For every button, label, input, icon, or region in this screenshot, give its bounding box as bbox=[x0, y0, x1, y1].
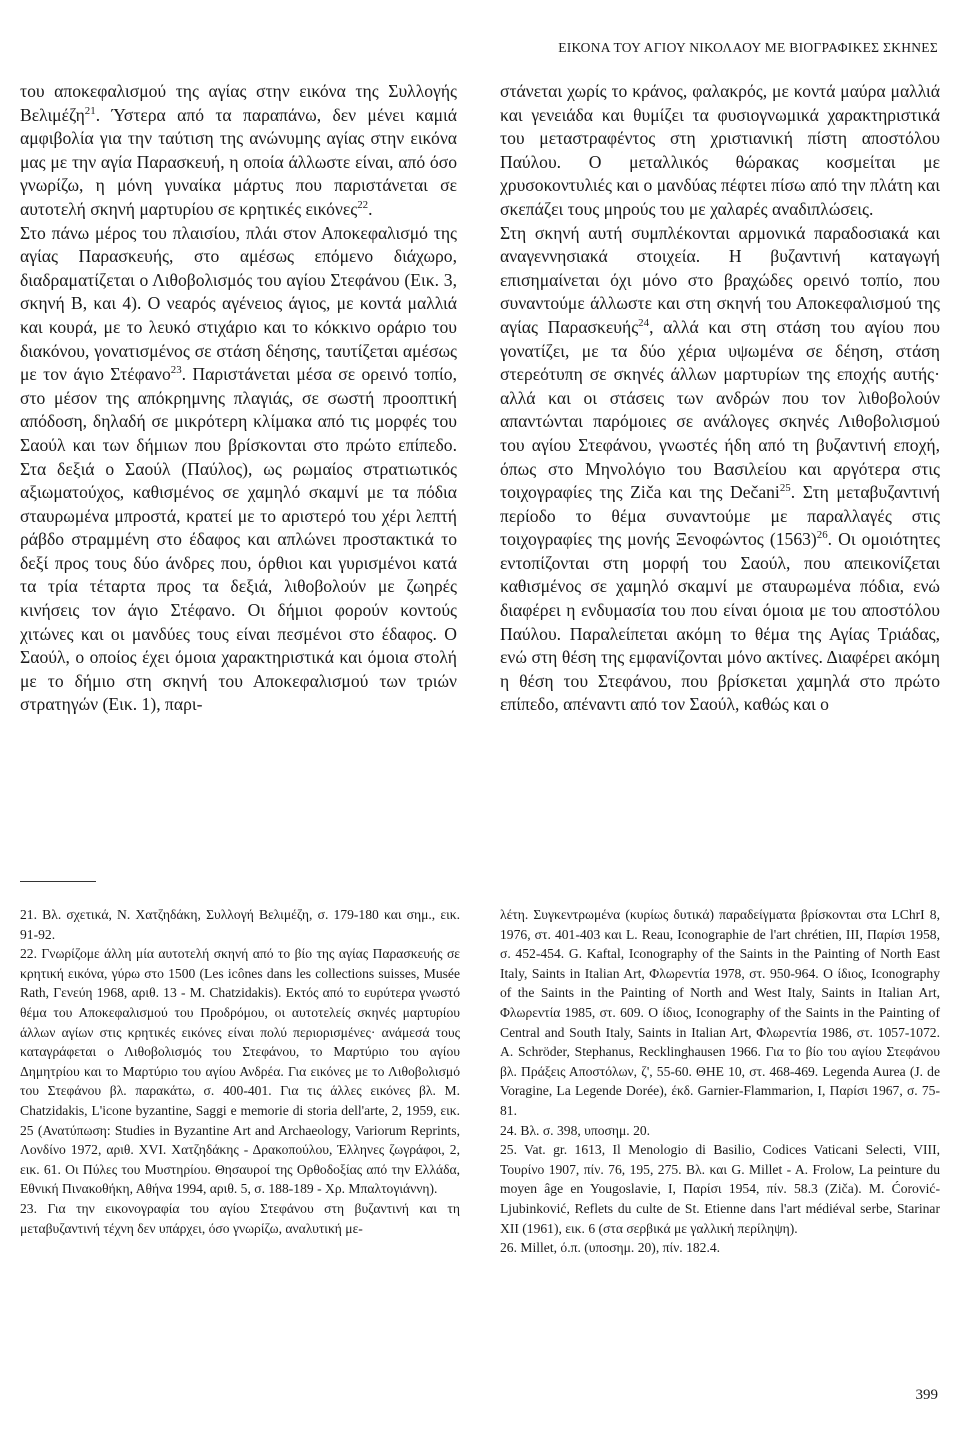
footnote-ref-23[interactable]: 23 bbox=[170, 364, 182, 377]
footnote-23-continued: λέτη. Συγκεντρωμένα (κυρίως δυτικά) παραδείγματα βρίσκονται στα LChrI 8, 1976, στ. 401-403 και L. Reau, Iconographie de l'art chrétien, III, Παρίσι 1958, σ. 452-454. G. Kaftal, Iconography of the Saints in the Painting of North East Italy, Saints in Italian Art, Φλωρεντία 1978, στ. 950-964. Ο ίδιος, Iconography of the Saints in the Painting of North and West Italy, Saints in Italian Art, Φλωρεντία 1985, στ. 609. Ο ίδιος, Iconography of the Saints in the Painting of Central and South Italy, Saints in Italian Art, Φλωρεντία 1986, στ. 1057-1072. A. Schröder, Stephanus, Recklinghausen 1966. Για το βίο του αγίου Στεφάνου βλ. Πράξεις Αποστόλων, ζ', 55-60. ΘΗΕ 10, στ. 468-469. Legenda Aurea (J. de Voragine, La Legende Dorée), έκδ. Garnier-Flammarion, I, Παρίσι 1967, σ. 75-81. bbox=[500, 907, 940, 1118]
footnote-22: 22. Γνωρίζομε άλλη μία αυτοτελή σκηνή από το βίο της αγίας Παρασκευής σε κρητική εικόνα, γύρω στο 1500 (Les icônes dans les collections suisses, Musée Rath, Γενεύη 1968, αριθ. 13 - M. Chatzidakis). Εκτός από το ευρύτερα γνωστό θέμα του Αποκεφαλισμού του Προδρόμου, οι αυτοτελείς σκηνές μαρτυρίου άλλων αγίων στις κρητικές εικόνες είναι πολύ περιορισμένες· ανάμεσά τους καταγράφεται ο Λιθοβολισμός του Στεφάνου, το Μαρτύριο του αγίου Δημητρίου και το Μαρτύριο του αγίου Ανδρέα. Για εικόνες με το Λιθοβολισμό του Στεφάνου βλ. παρακάτω, σ. 400-401. Για τις άλλες εικόνες βλ. M. Chatzidakis, L'icone byzantine, Saggi e memorie di storia dell'arte, 2, 1959, εικ. 25 (Ανατύπωση: Studies in Byzantine Art and Archaeology, Variorum Reprints, Λονδίνο 1972, αριθ. XVI. Χατζηδάκης - Δρακοπούλου, Έλληνες ζωγράφοι, 2, εικ. 61. Οι Πύλες του Μυστηρίου. Θησαυροί της Ορθοδοξίας από την Ελλάδα, Εθνική Πινακοθήκη, Αθήνα 1994, αριθ. 5, σ. 188-189 - Χρ. Μπαλτογιάννη). bbox=[20, 946, 460, 1197]
footnotes-left bbox=[20, 905, 460, 1238]
body-column-left bbox=[20, 80, 457, 717]
footnote-ref-24[interactable]: 24 bbox=[638, 317, 650, 330]
paragraph: στάνεται χωρίς το κράνος, φαλακρός, με κοντά μαύρα μαλλιά και γενειάδα και θυμίζει τα φυσιογνωμικά χαρακτηριστικά του μεταστραφέντος στη χριστιανική πίστη αποστόλου Παύλου. Ο μεταλλικός θώρακας κοσμείται με χρυσοκοντυλιές και ο μανδύας πέφτει πίσω από την πλάτη και σκεπάζει τους μηρούς του με χαλαρές αναδιπλώσεις. bbox=[500, 81, 940, 219]
footnote-ref-25[interactable]: 25 bbox=[779, 482, 791, 495]
footnote-ref-21[interactable]: 21 bbox=[84, 104, 96, 117]
footnotes-right bbox=[500, 905, 940, 1258]
body-column-right bbox=[500, 80, 940, 717]
footnote-ref-26[interactable]: 26 bbox=[816, 529, 828, 542]
footnote-26: 26. Millet, ό.π. (υποσημ. 20), πίν. 182.4. bbox=[500, 1240, 721, 1256]
footnote-21: 21. Βλ. σχετικά, Ν. Χατζηδάκη, Συλλογή Βελιμέζη, σ. 179-180 και σημ., εικ. 91-92. bbox=[20, 907, 460, 942]
footnote-24: 24. Βλ. σ. 398, υποσημ. 20. bbox=[500, 1122, 651, 1138]
footnote-ref-22[interactable]: 22 bbox=[357, 199, 369, 212]
running-header: ΕΙΚΟΝΑ ΤΟΥ ΑΓΙΟΥ ΝΙΚΟΛΑΟΥ ΜΕ ΒΙΟΓΡΑΦΙΚΕΣ ΣΚΗΝΕΣ bbox=[558, 40, 938, 55]
page-number: 399 bbox=[915, 1387, 938, 1403]
paragraph: Στο πάνω μέρος του πλαισίου, πλάι στον Αποκεφαλισμό της αγίας Παρασκευής, στο αμέσως επόμενο διάχωρο, διαδραματίζεται ο Λιθοβολισμός του αγίου Στεφάνου (Εικ. 3, σκηνή Β, και 4). Ο νεαρός αγένειος άγιος, με κοντά μαλλιά και κουρά, με το λευκό στιχάριο και το κόκκινο οράριο του διακόνου, γονατισμένος σε στάση δέησης, ταυτίζεται αμέσως με τον άγιο Στέφανο$^{23}$. Παριστάνεται μέσα σε ορεινό τοπίο, στο μέσον της απόκρημνης πλαγιάς, σε σωστή προοπτική απόδοση, δηλαδή σε μικρότερη κλίμακα από τις μορφές του Σαούλ και των δήμιων που βρίσκονται στο πρώτο επίπεδο. Στα δεξιά ο Σαούλ (Παύλος), ως ρωμαίος στρατιωτικός αξιωματούχος, καθισμένος σε χαμηλό σκαμνί με τα πόδια σταυρωμένα μπροστά, κρατεί με το αριστερό του χέρι λεπτή ράβδο στραμμένη στο έδαφος και απλώνει προστακτικά το δεξί προς τους δύο άνδρες που, όρθιοι και γυρισμένοι κατά τα τρία τέταρτα προς τα δεξιά, λιθοβολούν με ζωηρές κινήσεις τον άγιο Στέφανο. Οι δήμιοι φορούν κοντούς χιτώνες και οι μανδύες τους είναι πεσμένοι στο έδαφος. Ο Σαούλ, ο οποίος έχει όμοια χαρακτηριστικά και όμοια στολή με το δήμιο στη σκηνή του Αποκεφαλισμού των τριών στρατηγών (Εικ. 1), παρι- bbox=[20, 222, 457, 715]
paragraph: του αποκεφαλισμού της αγίας στην εικόνα της Συλλογής Βελιμέζη$^{21}$. Ύστερα από τα παραπάνω, δεν μένει καμιά αμφιβολία για την ταύτιση της ανώνυμης αγίας στην εικόνα μας με την αγία Παρασκευή, η οποία άλλωστε είναι, από όσο γνωρίζω, η μόνη γυναίκα μάρτυς που παριστάνεται σε αυτοτελή σκηνή μαρτυρίου σε κρητικές εικόνες$^{22}$. bbox=[20, 81, 457, 219]
footnote-separator bbox=[20, 881, 96, 882]
footnote-25: 25. Vat. gr. 1613, Il Menologio di Basilio, Codices Vaticani Selecti, VIII, Τουρίνο 1907, πίν. 76, 195, 275. Βλ. και G. Millet - A. Frolow, La peinture du moyen âge en Yougoslavie, I, Παρίσι 1954, πίν. 58.3 (Ziča). M. Ćorović-Ljubinković, Reflets du culte de St. Etienne dans l'art médiéval serbe, Starinar XII (1961), εικ. 6 (στα σερβικά με γαλλική περίληψη). bbox=[500, 1142, 940, 1236]
paragraph: Στη σκηνή αυτή συμπλέκονται αρμονικά παραδοσιακά και αναγεννησιακά στοιχεία. Η βυζαντινή καταγωγή επισημαίνεται όχι μόνο στο βραχώδες ορεινό τοπίο, που συναντούμε άλλωστε και στη σκηνή του Αποκεφαλισμού της αγίας Παρασκευής$^{24}$, αλλά και στη στάση του αγίου που γονατίζει, με τα δύο χέρια υψωμένα σε δέηση, στάση στερεότυπη σε σκηνές άλλων μαρτυρίων της εποχής αυτής· αλλά και οι στάσεις των ανδρών που τον λιθοβολούν απαντώνται παρόμοιες σε ανάλογες σκηνές Λιθοβολισμού του αγίου Στεφάνου, γνωστές ήδη από τη βυζαντινή εποχή, όπως στο Μηνολόγιο του Βασιλείου και αργότερα στις τοιχογραφίες της Ziča και της Dečani$^{25}$. Στη μεταβυζαντινή περίοδο το θέμα συναντούμε με παραλλαγές στις τοιχογραφίες της μονής Ξενοφώντος $(1563)^{26}$. Οι ομοιότητες εντοπίζονται στη μορφή του Σαούλ, που απεικονίζεται καθισμένος σε χαμηλό σκαμνί με σταυρωμένα πόδια, ενώ διαφέρει η ενδυμασία του που είναι όμοια με του αποστόλου Παύλου. Παραλείπεται ακόμη το θέμα της Αγίας Τριάδας, ενώ στη θέση της εμφανίζονται μόνο ακτίνες. Διαφέρει ακόμη η θέση του Στεφάνου, που βρίσκεται χαμηλά στο πρώτο επίπεδο, απέναντι από τον Σαούλ, καθώς και ο bbox=[500, 222, 940, 715]
footnote-23: 23. Για την εικονογραφία του αγίου Στεφάνου στη βυζαντινή και τη μεταβυζαντινή τέχνη δεν υπάρχει, όσο γνωρίζω, αναλυτική με- bbox=[20, 1200, 460, 1236]
